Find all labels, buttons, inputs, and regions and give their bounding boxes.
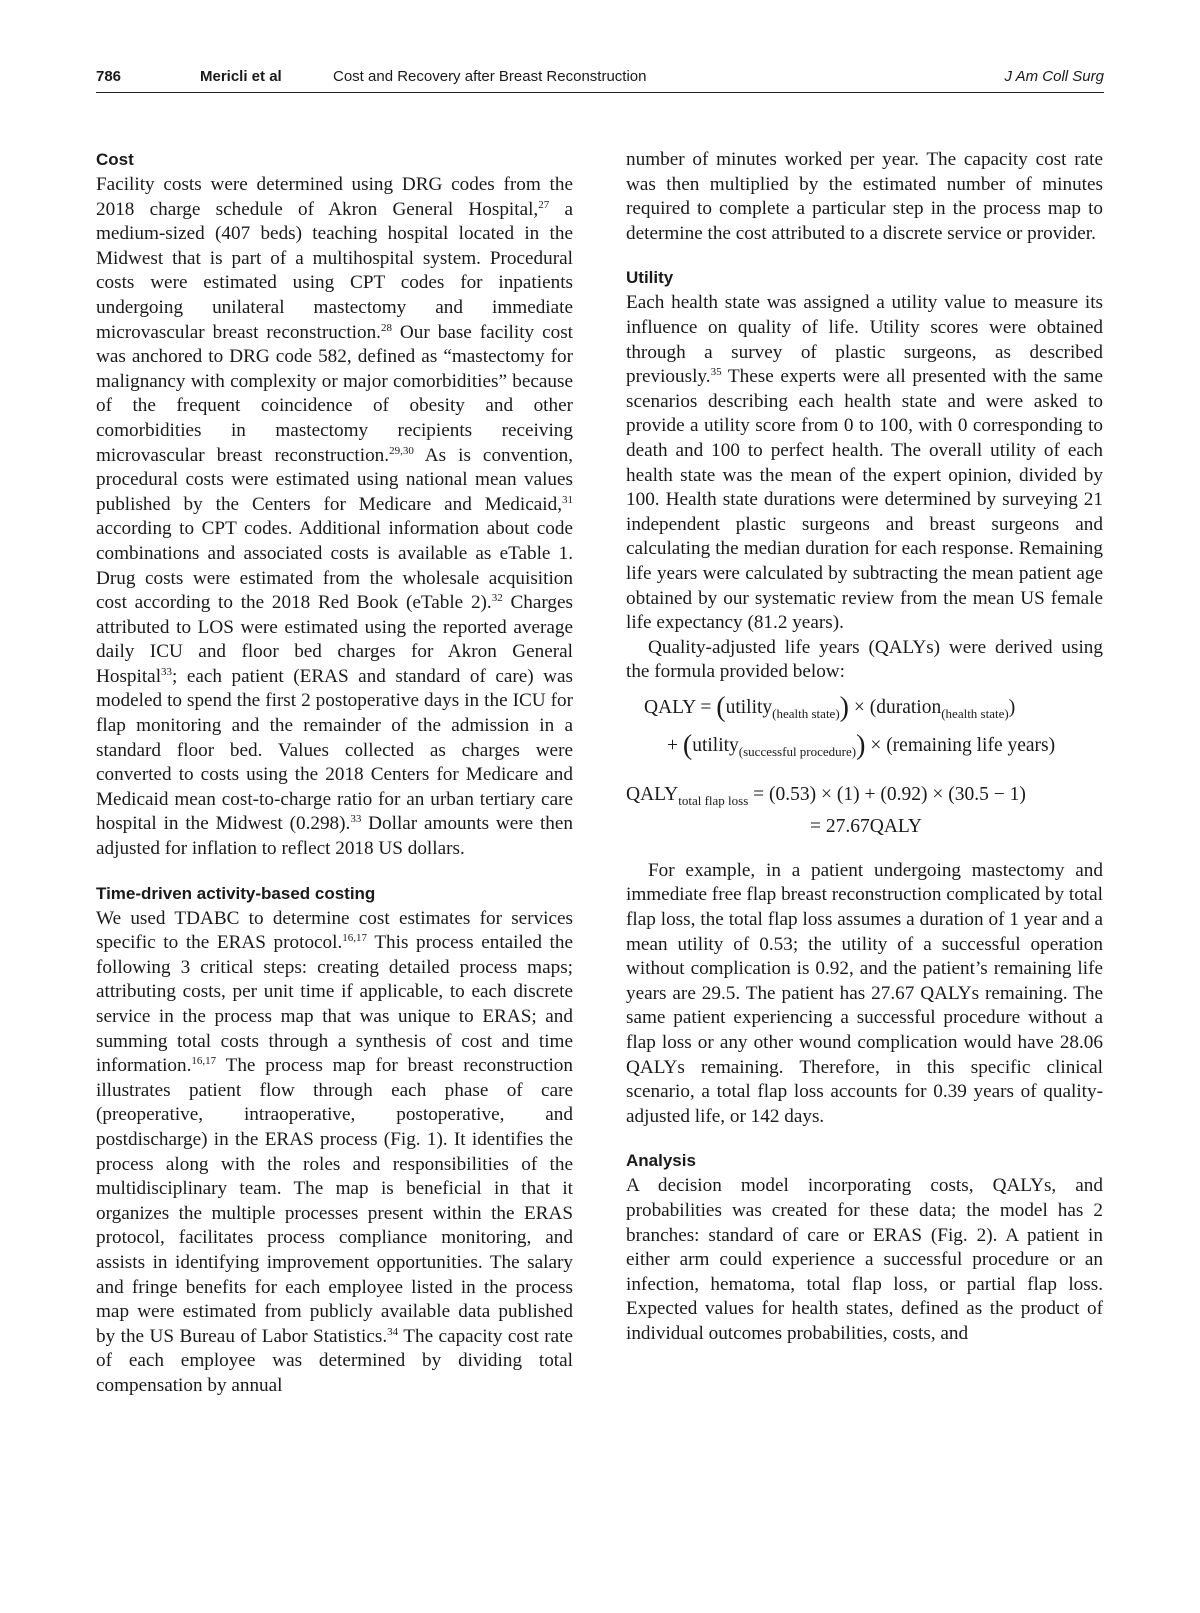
left-column bbox=[96, 148, 573, 1399]
paragraph-cost: Facility costs were determined using DRG codes from the 2018 charge schedule of Akron General Hospital,$^{27}$ a medium-sized (407 beds) teaching hospital located in the Midwest that is part of a multihospital system. Procedural costs were estimated using CPT codes for inpatients undergoing unilateral mastectomy and immediate microvascular breast reconstruction.$^{28}$ Our base facility cost was anchored to DRG code 582, defined as “mastectomy for malignancy with complexity or major comorbidities” because of the frequent coincidence of obesity and other comorbidities in mastectomy recipients receiving microvascular breast reconstruction.$^{29,30}$ As is convention, procedural costs were estimated using national mean values published by the Centers for Medicare and Medicaid,$^{31}$ according to CPT codes. Additional information about code combinations and associated costs is available as eTable 1. Drug costs were estimated from the wholesale acquisition cost according to the 2018 Red Book (eTable 2).$^{32}$ Charges attributed to LOS were estimated using the reported average daily ICU and floor bed charges for Akron General Hospital$^{33}$; each patient (ERAS and standard of care) was modeled to spend the first 2 postoperative days in the ICU for flap monitoring and the remainder of the admission in a standard floor bed. Values collected as charges were converted to costs using the 2018 Centers for Medicare and Medicaid mean cost-to-charge ratio for an urban tertiary care hospital in the Midwest (0.298).$^{33}$ Dollar amounts were then adjusted for inflation to reflect 2018 US dollars. bbox=[96, 174, 574, 860]
citation: 33 bbox=[161, 665, 173, 678]
citation: 32 bbox=[491, 592, 503, 605]
citation: 16,17 bbox=[342, 932, 368, 945]
citation: 28 bbox=[380, 321, 392, 334]
paragraph-analysis: A decision model incorporating costs, QALYs, and probabilities was created for these data; the model has 2 branches: standard of care or ERAS (Fig. 2). A patient in either arm could experience a successful procedure or an infection, hematoma, total flap loss, or partial flap loss. Expected values for health states, defined as the product of individual outcomes probabilities, costs, and bbox=[626, 1175, 1103, 1344]
citation: 29,30 bbox=[389, 444, 414, 457]
running-authors: Mericli et al bbox=[200, 68, 282, 85]
section-heading-utility: Utility bbox=[626, 268, 674, 288]
paragraph-tdabc: We used TDABC to determine cost estimates for services specific to the ERAS protocol.$^{16,17}$ This process entailed the following 3 critical steps: creating detailed process maps; attributing costs, per unit time if applicable, to each discrete service in the process map that was unique to ERAS; and summing total costs through a synthesis of cost and time information.$^{16,17}$ The process map for breast reconstruction illustrates patient flow through each phase of care (preoperative, intraoperative, postoperative, and postdischarge) in the ERAS process (Fig. 1). It identifies the process along with the roles and responsibilities of the multidisciplinary team. The map is beneficial in that it organizes the multiple processes present within the ERAS protocol, facilitates process compliance monitoring, and assists in identifying improvement opportunities. The salary and fringe benefits for each employee listed in the process map were estimated from publicly available data published by the US Bureau of Labor Statistics.$^{34}$ The capacity cost rate of each employee was determined by dividing total compensation by annual bbox=[96, 907, 574, 1396]
paragraph-example: For example, in a patient undergoing mastectomy and immediate free flap breast reconstruction complicated by total flap loss, the total flap loss assumes a duration of 1 year and a mean utility of 0.53; the utility of a successful operation without complication is 0.92, and the patient’s remaining life years are 29.5. The patient has 27.67 QALYs remaining. The same patient experiencing a successful procedure without a flap loss or any other wound complication would have 28.06 QALYs remaining. Therefore, in this specific clinical scenario, a total flap loss accounts for 0.39 years of quality-adjusted life, or 142 days. bbox=[626, 859, 1103, 1127]
citation: 27 bbox=[538, 198, 550, 211]
running-title: Cost and Recovery after Breast Reconstruction bbox=[333, 68, 647, 85]
paragraph-qaly-intro: Quality-adjusted life years (QALYs) were derived using the formula provided below: bbox=[626, 636, 1103, 683]
equation-total-flap-loss: $QALY_{total flap loss} = (0.53) \times (1) + (0.92) \times (30.5 - 1)$ = 27.67QALY bbox=[626, 783, 1026, 837]
paragraph-tdabc-continued: number of minutes worked per year. The capacity cost rate was then multiplied by the estimated number of minutes required to complete a particular step in the process map to determine the cost attributed to a discrete service or provider. bbox=[626, 149, 1103, 244]
citation: 35 bbox=[710, 366, 722, 379]
page-number: 786 bbox=[96, 68, 122, 85]
equation-qaly: QALY = (utility$_{(health state)}$) × (duration$_{(health state)}$) + (utility$_{(successful procedure)}$) × (remaining life years) bbox=[644, 691, 1056, 761]
section-heading-analysis: Analysis bbox=[626, 1151, 696, 1171]
running-head bbox=[96, 66, 1104, 93]
section-heading-cost: Cost bbox=[96, 150, 134, 169]
journal-name: J Am Coll Surg bbox=[1004, 68, 1104, 85]
citation: 34 bbox=[387, 1325, 399, 1338]
citation: 31 bbox=[562, 493, 573, 506]
section-heading-tdabc: Time-driven activity-based costing bbox=[96, 883, 376, 903]
right-column bbox=[626, 148, 1103, 1347]
citation: 16,17 bbox=[191, 1055, 217, 1068]
paragraph-utility: Each health state was assigned a utility value to measure its influence on quality of life. Utility scores were obtained through a survey of plastic surgeons, as described previously.$^{35}$ These experts were all presented with the same scenarios describing each health state and were asked to provide a utility score from 0 to 100, with 0 corresponding to death and 100 to perfect health. The overall utility of each health state was the mean of the expert opinion, divided by 100. Health state durations were determined by surveying 21 independent plastic surgeons and breast surgeons and calculating the median duration for each response. Remaining life years were calculated by subtracting the mean patient age obtained by our systematic review from the mean US female life expectancy (81.2 years). bbox=[626, 292, 1103, 634]
citation: 33 bbox=[350, 813, 362, 826]
